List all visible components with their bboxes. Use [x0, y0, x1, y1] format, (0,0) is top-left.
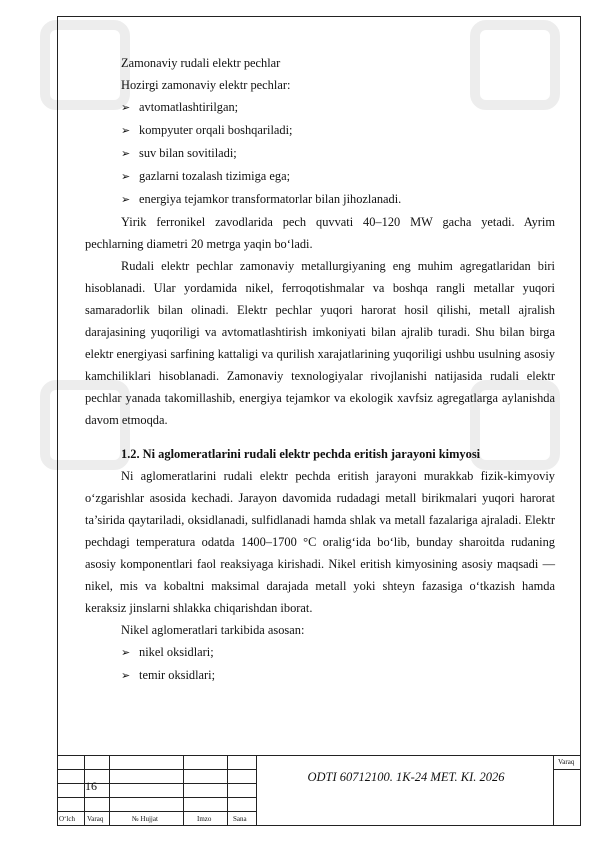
arrow-bullet-icon: ➢	[121, 125, 131, 137]
list-item: ➢ gazlarni tozalash tizimiga ega;	[85, 165, 555, 188]
column-sana: Sana	[233, 815, 247, 823]
page-number: 16	[85, 779, 97, 793]
arrow-bullet-icon: ➢	[121, 647, 131, 659]
arrow-bullet-icon: ➢	[121, 171, 131, 183]
list-item: ➢ temir oksidlari;	[85, 664, 555, 687]
section-heading: 1.2. Ni aglomeratlarini rudali elektr pechda eritish jarayoni kimyosi	[121, 447, 481, 461]
bullet-list-composition	[85, 641, 555, 687]
sheet-label: Varaq	[558, 758, 575, 766]
list-item: ➢ avtomatlashtirilgan;	[85, 96, 555, 119]
column-olch: O‘lch	[59, 815, 75, 823]
intro-line: Hozirgi zamonaviy elektr pechlar:	[121, 78, 291, 92]
paragraph: Yirik ferronikel zavodlarida pech quvvati 40–120 MW gacha yetadi. Ayrim pechlarning diametri 20 metrga yaqin bo‘ladi.	[85, 215, 555, 251]
column-varaq: Varaq	[87, 815, 104, 823]
document-body	[85, 52, 555, 687]
list-item: ➢ energiya tejamkor transformatorlar bilan jihozlanadi.	[85, 188, 555, 211]
intro-line: Nikel aglomeratlari tarkibida asosan:	[121, 623, 305, 637]
column-imzo: Imzo	[197, 815, 212, 823]
bullet-list-features	[85, 96, 555, 211]
arrow-bullet-icon: ➢	[121, 194, 131, 206]
paragraph: Rudali elektr pechlar zamonaviy metallurgiyaning eng muhim agregatlaridan biri hisoblanadi. Ular yordamida nikel, ferroqotishmalar va boshqa rangli metallar yuqori samaradorlik bilan olinadi. Elektr pechlar yuqori harorat hosil qilishi, metall ajralish darajasining yuqoriligi va avtomatlashtirish imkoniyati bilan ajralib turadi. Shu bilan birga elektr energiyasi sarfining kattaligi va qurilish xarajatlarining yuqoriligi ushbu usulning asosiy kamchiliklari hisoblanadi. Zamonaviy texnologiyalar rivojlanishi natijasida rudali elektr pechlar yanada takomillashib, energiya tejamkor va ekologik xavfsiz agregatlarga aylanishda davom etmoqda.	[85, 259, 555, 427]
list-item: ➢ kompyuter orqali boshqariladi;	[85, 119, 555, 142]
document-code: ODTI 60712100. 1K-24 MET. KI. 2026	[307, 770, 505, 784]
arrow-bullet-icon: ➢	[121, 670, 131, 682]
arrow-bullet-icon: ➢	[121, 102, 131, 114]
title-block	[57, 755, 581, 826]
column-hujjat: № Hujjat	[132, 815, 158, 823]
arrow-bullet-icon: ➢	[121, 148, 131, 160]
list-item: ➢ suv bilan sovitiladi;	[85, 142, 555, 165]
section-title: Zamonaviy rudali elektr pechlar	[121, 56, 281, 70]
list-item: ➢ nikel oksidlari;	[85, 641, 555, 664]
paragraph: Ni aglomeratlarini rudali elektr pechda eritish jarayoni murakkab fizik-kimyoviy o‘zgarishlar asosida kechadi. Jarayon davomida rudadagi metall birikmalari yuqori harorat ta’sirida qaytariladi, oksidlanadi, sulfidlanadi hamda shlak va metall fazalariga ajraladi. Elektr pechdagi temperatura odatda 1400–1700 °C oralig‘ida bo‘lib, bunday sharoitda rudaning asosiy komponentlari faol reaksiyaga kirishadi. Nikel eritish kimyosining asosiy maqsadi — nikel, mis va kobaltni maksimal darajada metall yoki shteyn fazasiga o‘tkazish hamda keraksiz jinslarni shlakka chiqarishdan iborat.	[85, 469, 555, 615]
